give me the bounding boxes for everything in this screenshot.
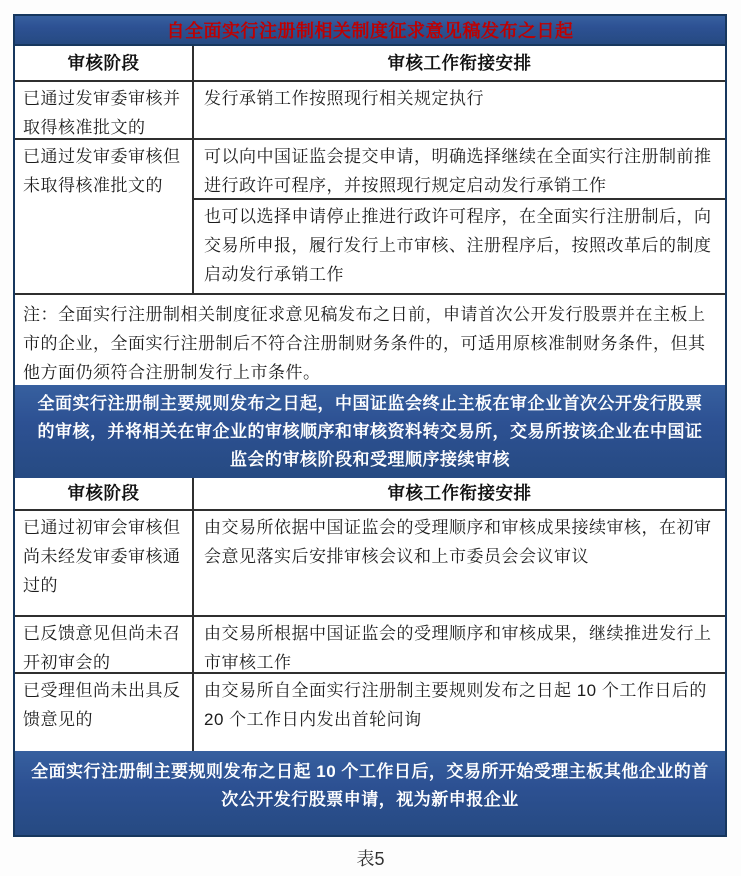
table-row [15, 82, 725, 140]
table2-header-arrangement: 审核工作衔接安排 [387, 483, 532, 503]
table-row [15, 617, 725, 674]
table2-row1-stage: 已通过初审会审核但尚未经发审委审核通过的 [15, 511, 194, 615]
table1-header-arrangement: 审核工作衔接安排 [387, 52, 532, 73]
table1-title-banner: 自全面实行注册制相关制度征求意见稿发布之日起 [15, 16, 725, 46]
table2-row2-arrangement: 由交易所根据中国证监会的受理顺序和审核成果，继续推进发行上市审核工作 [204, 624, 712, 672]
table2-row3-arrangement: 由交易所自全面实行注册制主要规则发布之日起 10 个工作日后的 20 个工作日内发出首轮问询 [204, 681, 707, 729]
table-row [15, 674, 725, 751]
table1-row2-arrangements [194, 140, 725, 295]
table1-row2-arrangement-1: 可以向中国证监会提交申请，明确选择继续在全面实行注册制前推进行政许可程序，并按照现行规定启动发行承销工作 [194, 140, 725, 200]
table1-row1-stage: 已通过发审委审核并取得核准批文的 [15, 82, 194, 138]
table1-note: 注：全面实行注册制相关制度征求意见稿发布之日前，申请首次公开发行股票并在主板上市的企业，全面实行注册制后不符合注册制财务条件的，可适用原核准制财务条件，但其他方面仍须符合注册制发行上市条件。 [15, 295, 725, 385]
table2-row3-stage: 已受理但尚未出具反馈意见的 [15, 674, 194, 751]
table2-title-banner-text: 全面实行注册制主要规则发布之日起，中国证监会终止主板在审企业首次公开发行股票的审核，并将相关在审企业的审核顺序和审核资料转交易所，交易所按该企业在中国证监会的审核阶段和受理顺序接续审核 [37, 393, 703, 469]
table2-row1-arrangement: 由交易所依据中国证监会的受理顺序和审核成果接续审核，在初审会意见落实后安排审核会议和上市委员会会议审议 [204, 518, 712, 566]
bottom-banner [15, 751, 725, 835]
table-caption: 表5 [356, 849, 385, 869]
bottom-banner-text: 全面实行注册制主要规则发布之日起 10 个工作日后，交易所开始受理主板其他企业的首次公开发行股票申请，视为新申报企业 [31, 762, 709, 809]
table1-header-stage: 审核阶段 [15, 46, 194, 80]
table-row [15, 511, 725, 617]
registration-transition-table [13, 14, 727, 837]
table2-row2-stage: 已反馈意见但尚未召开初审会的 [15, 617, 194, 672]
table1-header-row [15, 46, 725, 82]
table1-row2-stage: 已通过发审委审核但未取得核准批文的 [15, 140, 194, 295]
table-row [15, 140, 725, 295]
table2-header-row [15, 478, 725, 511]
table1-row1-arrangement: 发行承销工作按照现行相关规定执行 [204, 89, 484, 108]
table2-header-stage: 审核阶段 [15, 478, 194, 509]
table2-title-banner [15, 385, 725, 478]
table1-row2-arrangement-2: 也可以选择申请停止推进行政许可程序，在全面实行注册制后，向交易所申报，履行发行上市审核、注册程序后，按照改革后的制度启动发行承销工作 [204, 207, 712, 284]
